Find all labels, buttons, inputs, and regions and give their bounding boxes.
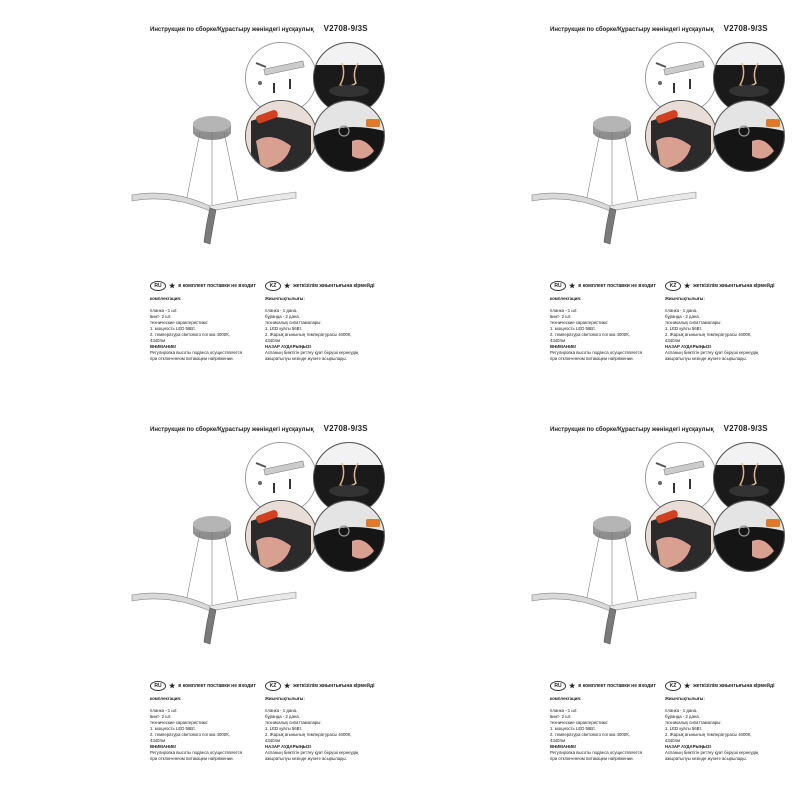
ru-kit-title: комплектация: [550,696,582,701]
ru-warning-line: при отключенном питающем напряжении. [150,356,234,361]
ru-header [150,681,256,691]
kz-kit-line: бұранда - 2 дана. [265,314,300,319]
kz-kit-title: Жиынтықтылығы: [265,696,305,701]
kz-tech-title: техникалық сипаттамалары: [665,720,722,725]
kz-warning-title: НАЗАР АУДАРЫҢЫЗ! [665,344,712,349]
star-icon: ★ [284,683,291,690]
ru-spec-column [550,696,662,762]
sheet-title [550,424,768,433]
ru-kit-line: планка - 1 шт. [550,308,578,313]
kz-badge: KZ [265,681,281,691]
hanging-hook-photo [713,500,785,572]
kz-tech-line: 1. LED қуаты 56Вт. [665,726,703,731]
kz-tech-line: 1. LED қуаты 56Вт. [265,326,303,331]
ru-kit-line: винт- 2 шт. [150,714,172,719]
ru-tech-line: 4340лм [150,738,166,743]
kz-tech-line: 4340лм [265,738,281,743]
ru-warning-title: ВНИМАНИЕ! [150,344,177,349]
ru-tech-line: 1. мощность LED 56Вт. [150,726,196,731]
kz-kit-title: Жиынтықтылығы: [665,296,705,301]
kz-kit-title: Жиынтықтылығы: [665,696,705,701]
ru-header [150,281,256,291]
kz-tech-line: 4340лм [265,338,281,343]
ru-tech-line: 1. мощность LED 56Вт. [150,326,196,331]
ru-header-text: в комплект поставки не входит [578,683,656,689]
title-text: Инструкция по сборке/Құрастыру жөніндегі нұсқаулық [150,427,314,433]
ru-kit-line: планка - 1 шт. [150,308,178,313]
kz-warning-title: НАЗАР АУДАРЫҢЫЗ! [265,744,312,749]
ru-kit-line: винт- 2 шт. [550,314,572,319]
ru-tech-line: 4340лм [550,738,566,743]
instruction-sheet [400,400,800,800]
screwdriver-photo [645,500,717,572]
sheet-title [150,24,368,33]
screwdriver-photo [645,100,717,172]
kz-warning-line: ажыратылуы кезінде жүзеге асырылады. [265,356,347,361]
kz-tech-title: техникалық сипаттамалары: [265,720,322,725]
product-code: V2708-9/3S [323,424,368,433]
title-text: Инструкция по сборке/Құрастыру жөніндегі нұсқаулық [150,27,314,33]
product-code: V2708-9/3S [723,24,768,33]
kz-kit-line: планка - 1 дана. [265,708,298,713]
kz-tech-line: 4340лм [665,338,681,343]
ru-kit-line: винт- 2 шт. [550,714,572,719]
ru-tech-line: 2. температура светового потока 4000К, [550,332,630,337]
kz-header [665,281,775,291]
star-icon: ★ [284,283,291,290]
ru-warning-line: Регулировка высоты подвеса осуществляется [550,750,643,755]
kz-kit-line: бұранда - 2 дана. [665,714,700,719]
kz-spec-column [265,296,377,362]
ru-header [550,281,656,291]
hanging-hook-photo [313,100,385,172]
ru-warning-line: Регулировка высоты подвеса осуществляется [550,350,643,355]
ru-kit-title: комплектация: [150,296,182,301]
kz-header-text: жеткізілім жиынтығына кірмейді [693,683,775,689]
ru-kit-line: планка - 1 шт. [550,708,578,713]
ru-tech-title: технические характеристики: [550,720,609,725]
kz-badge: KZ [665,681,681,691]
kz-warning-line: Аспаның биіктігін реттеу қуат беруші кернеудің [265,350,359,355]
instruction-sheet [0,0,400,400]
hanging-hook-photo [313,500,385,572]
kz-header [265,681,375,691]
kz-warning-line: ажыратылуы кезінде жүзеге асырылады. [265,756,347,761]
kz-header [265,281,375,291]
product-code: V2708-9/3S [723,424,768,433]
kz-header-text: жеткізілім жиынтығына кірмейді [693,283,775,289]
instruction-sheet [400,0,800,400]
kz-kit-line: бұранда - 2 дана. [265,714,300,719]
kz-header-text: жеткізілім жиынтығына кірмейді [293,683,375,689]
kz-badge: KZ [265,281,281,291]
title-text: Инструкция по сборке/Құрастыру жөніндегі нұсқаулық [550,427,714,433]
kz-kit-line: бұранда - 2 дана. [665,314,700,319]
kz-warning-line: ажыратылуы кезінде жүзеге асырылады. [665,356,747,361]
ru-warning-line: Регулировка высоты подвеса осуществляется [150,750,243,755]
ru-warning-line: Регулировка высоты подвеса осуществляется [150,350,243,355]
kz-warning-line: Аспаның биіктігін реттеу қуат беруші кернеудің [665,750,759,755]
star-icon: ★ [684,683,691,690]
ru-spec-column [550,296,662,362]
ru-tech-line: 2. температура светового потока 4000К, [150,332,230,337]
screwdriver-photo [245,100,317,172]
instruction-sheet [0,400,400,800]
star-icon: ★ [569,283,576,290]
kz-tech-line: 2. Жарық ағынының температурасы 4000К, [265,332,352,337]
kz-tech-line: 2. Жарық ағынының температурасы 4000К, [665,332,752,337]
kz-warning-line: Аспаның биіктігін реттеу қуат беруші кернеудің [265,750,359,755]
kz-header-text: жеткізілім жиынтығына кірмейді [293,283,375,289]
kz-header [665,681,775,691]
ru-warning-title: ВНИМАНИЕ! [550,344,577,349]
star-icon: ★ [569,683,576,690]
ru-tech-line: 4340лм [150,338,166,343]
kz-kit-line: планка - 1 дана. [265,308,298,313]
kz-warning-line: Аспаның биіктігін реттеу қуат беруші кернеудің [665,350,759,355]
ru-warning-line: при отключенном питающем напряжении. [150,756,234,761]
kz-tech-line: 4340лм [665,738,681,743]
kz-warning-title: НАЗАР АУДАРЫҢЫЗ! [665,744,712,749]
ru-tech-line: 1. мощность LED 56Вт. [550,726,596,731]
kz-tech-line: 1. LED қуаты 56Вт. [665,326,703,331]
kz-badge: KZ [665,281,681,291]
hanging-hook-photo [713,100,785,172]
ru-tech-line: 4340лм [550,338,566,343]
ru-header-text: в комплект поставки не входит [178,283,256,289]
ru-header-text: в комплект поставки не входит [578,283,656,289]
ru-kit-line: винт- 2 шт. [150,314,172,319]
kz-spec-column [665,296,777,362]
ru-tech-title: технические характеристики: [150,320,209,325]
star-icon: ★ [684,283,691,290]
ru-kit-title: комплектация: [150,696,182,701]
ru-badge: RU [550,281,566,291]
ru-kit-title: комплектация: [550,296,582,301]
ru-kit-line: планка - 1 шт. [150,708,178,713]
ru-warning-line: при отключенном питающем напряжении. [550,356,634,361]
kz-kit-line: планка - 1 дана. [665,308,698,313]
ru-spec-column [150,696,262,762]
screwdriver-photo [245,500,317,572]
star-icon: ★ [169,683,176,690]
title-text: Инструкция по сборке/Құрастыру жөніндегі нұсқаулық [550,27,714,33]
ru-tech-line: 2. температура светового потока 4000К, [150,732,230,737]
kz-tech-line: 2. Жарық ағынының температурасы 4000К, [665,732,752,737]
sheet-title [150,424,368,433]
kz-tech-line: 2. Жарық ағынының температурасы 4000К, [265,732,352,737]
kz-tech-title: техникалық сипаттамалары: [265,320,322,325]
ru-badge: RU [150,681,166,691]
ru-tech-title: технические характеристики: [150,720,209,725]
kz-kit-line: планка - 1 дана. [665,708,698,713]
sheet-title [550,24,768,33]
ru-header [550,681,656,691]
kz-kit-title: Жиынтықтылығы: [265,296,305,301]
ru-warning-line: при отключенном питающем напряжении. [550,756,634,761]
kz-tech-line: 1. LED қуаты 56Вт. [265,726,303,731]
ru-tech-line: 1. мощность LED 56Вт. [550,326,596,331]
kz-warning-title: НАЗАР АУДАРЫҢЫЗ! [265,344,312,349]
kz-spec-column [665,696,777,762]
product-code: V2708-9/3S [323,24,368,33]
ru-tech-line: 2. температура светового потока 4000К, [550,732,630,737]
kz-warning-line: ажыратылуы кезінде жүзеге асырылады. [665,756,747,761]
ru-header-text: в комплект поставки не входит [178,683,256,689]
ru-spec-column [150,296,262,362]
ru-badge: RU [550,681,566,691]
ru-tech-title: технические характеристики: [550,320,609,325]
star-icon: ★ [169,283,176,290]
ru-warning-title: ВНИМАНИЕ! [150,744,177,749]
kz-spec-column [265,696,377,762]
ru-badge: RU [150,281,166,291]
kz-tech-title: техникалық сипаттамалары: [665,320,722,325]
ru-warning-title: ВНИМАНИЕ! [550,744,577,749]
